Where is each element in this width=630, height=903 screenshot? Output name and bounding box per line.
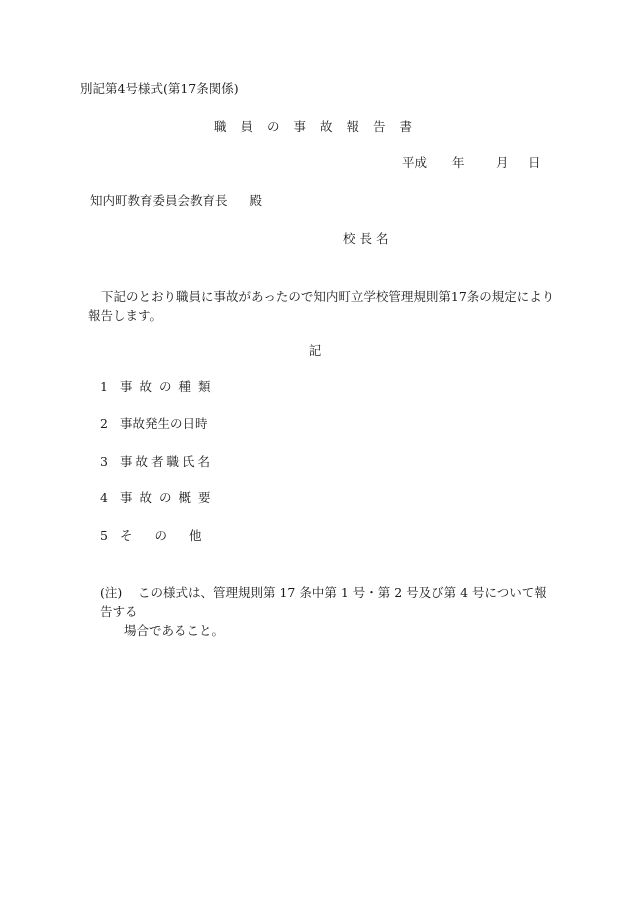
item-label: 事故の種類 (120, 379, 218, 394)
addressee (90, 193, 262, 209)
item-label: その他 (120, 528, 224, 543)
body-text: 下記のとおり職員に事故があったので知内町立学校管理規則第17条の規定により報告します。 (88, 289, 555, 323)
item-number: 4 (100, 490, 108, 505)
addressee-name: 知内町教育委員会教育長 (90, 193, 228, 208)
note-mark: (注) (100, 585, 123, 600)
date-day: 日 (528, 155, 541, 170)
item-number: 2 (100, 416, 108, 431)
list-item (100, 528, 224, 544)
form-id: 別記第4号様式(第17条関係) (80, 81, 239, 96)
date-era: 平成 (402, 155, 428, 170)
addressee-honorific: 殿 (249, 193, 263, 208)
item-label: 事故の概要 (120, 490, 218, 505)
date-year: 年 (452, 155, 465, 170)
note-line1: この様式は、管理規則第 17 条中第 1 号・第 2 号及び第 4 号について報告する (100, 585, 547, 619)
list-item (100, 454, 213, 470)
item-label: 事故者職氏名 (120, 454, 214, 469)
item-number: 1 (100, 379, 108, 394)
item-number: 5 (100, 528, 108, 543)
item-number: 3 (100, 454, 108, 469)
note (100, 583, 555, 640)
list-item (100, 416, 208, 432)
principal-label: 校長名 (343, 231, 393, 246)
document-title: 職員の事故報告書 (213, 119, 426, 134)
date-month: 月 (496, 155, 509, 170)
date-line (402, 155, 540, 171)
list-item (100, 379, 218, 395)
list-item (100, 490, 218, 506)
note-line2: 場合であること。 (124, 623, 225, 638)
ki-heading: 記 (308, 343, 322, 358)
item-label: 事故発生の日時 (120, 416, 208, 431)
